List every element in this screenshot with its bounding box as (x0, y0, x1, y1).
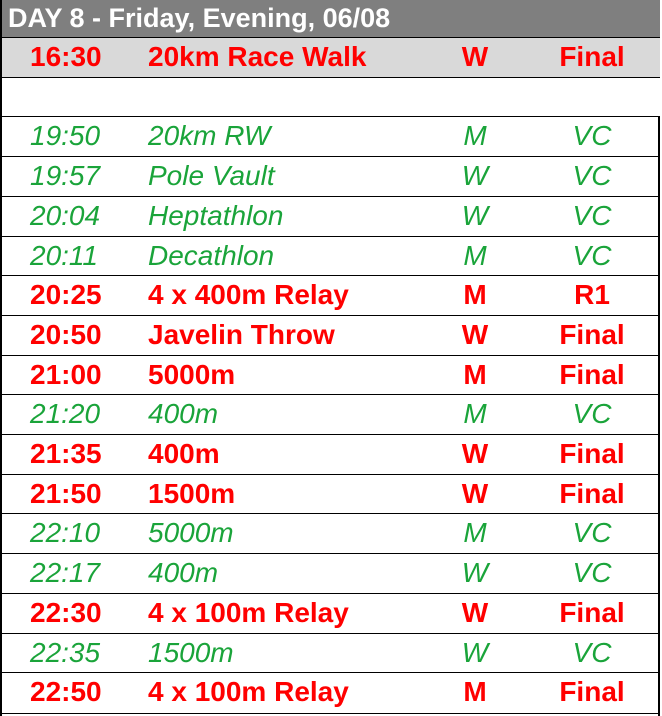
schedule-row (2, 474, 660, 514)
gender-cell: M (463, 239, 487, 271)
gender-cell: M (463, 279, 487, 311)
event-cell: Javelin Throw (148, 318, 335, 350)
schedule-row (2, 275, 660, 315)
gender-cell: W (461, 318, 489, 350)
round-cell: Final (559, 318, 625, 350)
round-cell: VC (572, 398, 612, 430)
round-cell: VC (572, 199, 612, 231)
gender-cell: M (463, 358, 487, 390)
round-cell: VC (572, 636, 612, 668)
schedule-row (2, 593, 660, 633)
round-cell: Final (559, 477, 625, 509)
time-cell: 21:35 (30, 438, 102, 469)
schedule-row (2, 553, 660, 593)
event-cell: 400m (148, 438, 220, 469)
time-cell: 21:20 (30, 398, 101, 430)
round-cell: VC (572, 239, 612, 271)
gender-cell: W (461, 636, 489, 668)
schedule-row (2, 315, 660, 355)
event-cell: 400m (148, 398, 219, 430)
event-cell: 400m (148, 557, 219, 589)
event-cell: Heptathlon (148, 199, 284, 231)
time-cell: 20:50 (30, 318, 102, 350)
event-cell: 4 x 100m Relay (148, 596, 349, 628)
round-cell: Final (559, 438, 625, 469)
event-cell: 20km RW (148, 120, 271, 152)
event-cell: 1500m (148, 477, 236, 509)
schedule-row (2, 633, 660, 673)
round-cell: VC (572, 160, 612, 192)
event-cell: 4 x 100m Relay (148, 676, 349, 708)
event-cell: 5000m (148, 358, 236, 390)
schedule-row (2, 116, 660, 156)
round-cell: R1 (574, 279, 610, 311)
round-cell: VC (572, 120, 612, 152)
round-cell: Final (559, 41, 625, 72)
event-cell: 20km Race Walk (148, 41, 367, 72)
round-cell: VC (572, 557, 612, 589)
gender-cell: W (461, 438, 489, 469)
event-cell: Pole Vault (148, 160, 275, 192)
time-cell: 22:50 (30, 676, 102, 708)
time-cell: 21:50 (30, 477, 102, 509)
time-cell: 22:30 (30, 596, 102, 628)
time-cell: 21:00 (30, 358, 102, 390)
event-cell: Decathlon (148, 239, 275, 271)
gender-cell: W (461, 557, 489, 589)
time-cell: 22:10 (30, 517, 101, 549)
schedule-row (2, 355, 660, 395)
gender-cell: M (463, 398, 487, 430)
round-cell: Final (559, 358, 625, 390)
gender-cell: W (461, 160, 489, 192)
gender-cell: W (461, 477, 489, 509)
gender-cell: M (463, 676, 487, 708)
time-cell: 22:35 (30, 636, 101, 668)
table-bottom-border (2, 713, 660, 714)
schedule-row (2, 37, 660, 77)
event-cell: 4 x 400m Relay (148, 279, 349, 311)
time-cell: 20:11 (30, 239, 98, 271)
time-cell: 20:25 (30, 279, 102, 311)
schedule-title: DAY 8 - Friday, Evening, 06/08 (2, 0, 660, 37)
schedule-row (2, 513, 660, 553)
round-cell: Final (559, 596, 625, 628)
schedule-row (2, 236, 660, 276)
gender-cell: W (461, 41, 489, 72)
schedule-row (2, 196, 660, 236)
event-cell: 1500m (148, 636, 234, 668)
schedule-row (2, 156, 660, 196)
gender-cell: M (463, 120, 487, 152)
schedule-row (2, 77, 660, 117)
gender-cell: W (461, 199, 489, 231)
gender-cell: M (463, 517, 487, 549)
time-cell: 19:57 (30, 160, 101, 192)
time-cell: 22:17 (30, 557, 101, 589)
time-cell: 20:04 (30, 199, 101, 231)
schedule-row (2, 672, 660, 712)
time-cell: 16:30 (30, 41, 102, 72)
schedule-row (2, 394, 660, 434)
schedule-row (2, 434, 660, 474)
time-cell: 19:50 (30, 120, 101, 152)
round-cell: Final (559, 676, 625, 708)
round-cell: VC (572, 517, 612, 549)
event-cell: 5000m (148, 517, 234, 549)
gender-cell: W (461, 596, 489, 628)
